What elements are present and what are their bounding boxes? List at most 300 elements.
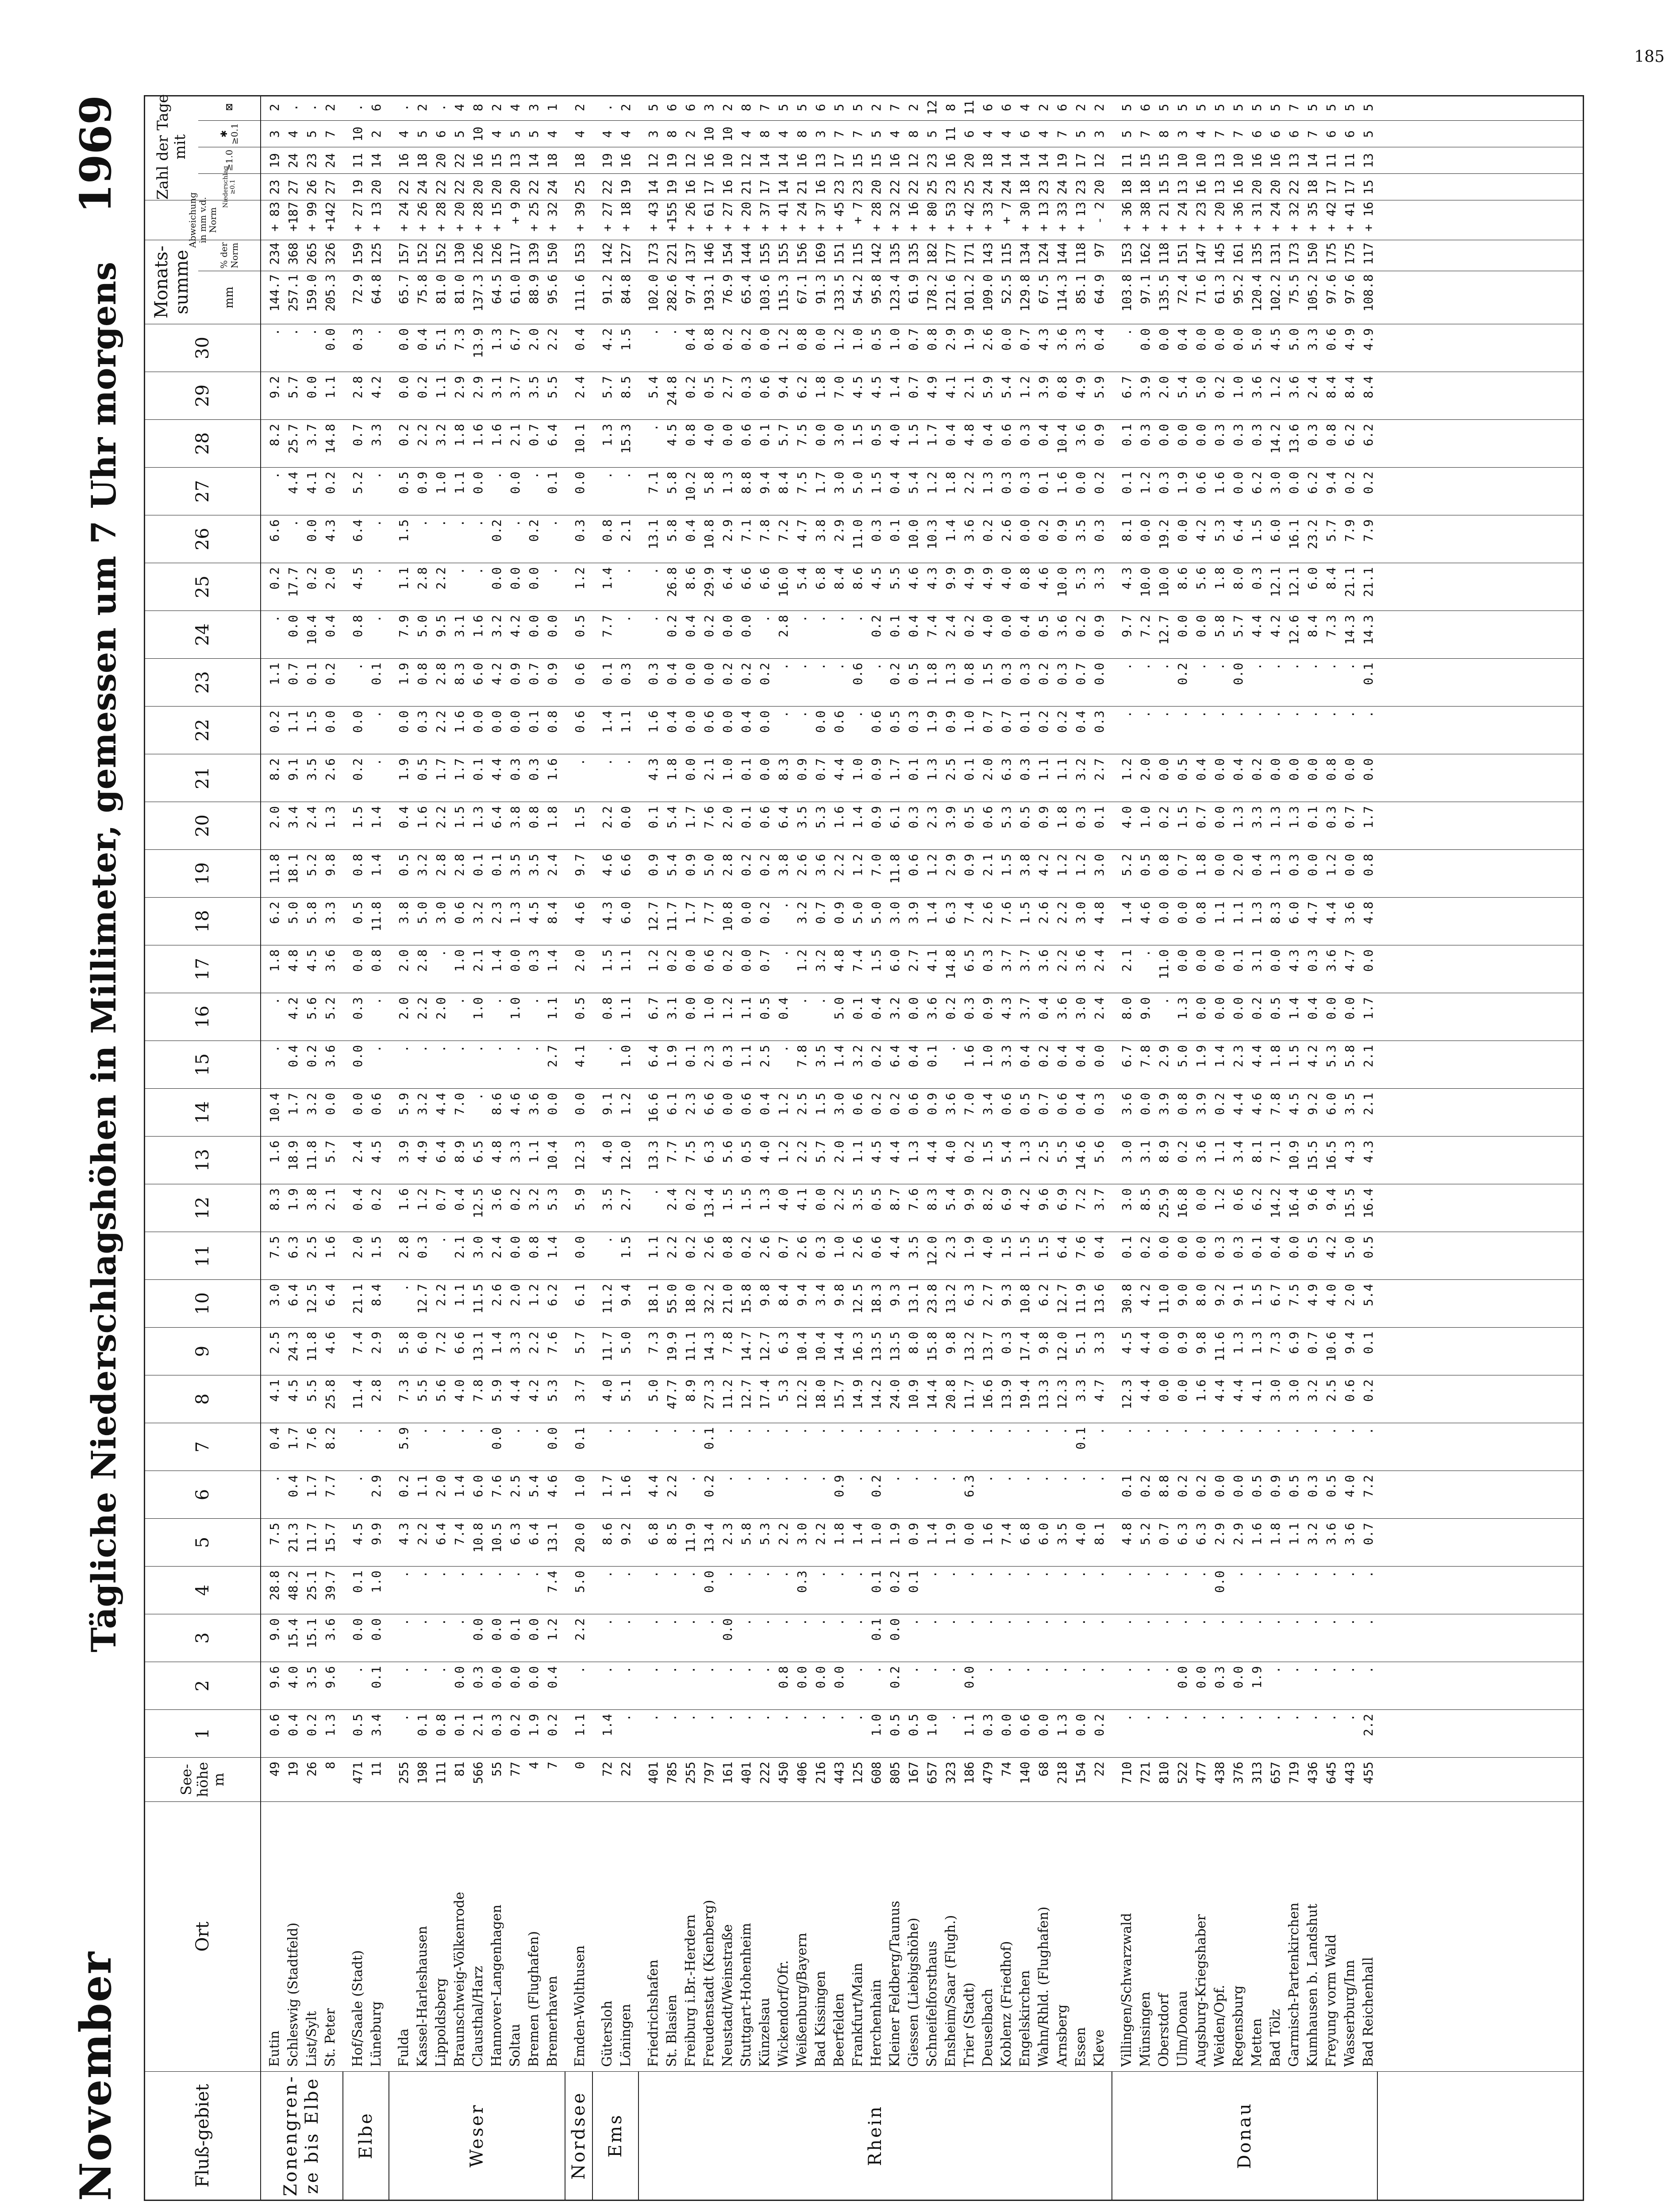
daily-value: 8.9	[1157, 1141, 1171, 1163]
day-count: 7	[1231, 130, 1246, 138]
daily-value: 3.3	[1073, 1379, 1088, 1402]
daily-value: 1.4	[1287, 997, 1301, 1020]
day-count: 18	[415, 153, 430, 168]
daily-value: 0.3	[1212, 1236, 1227, 1259]
daily-value: 0.3	[813, 1236, 828, 1259]
station-elevation: 7	[545, 1762, 560, 1769]
daily-value: 0.8	[1324, 424, 1338, 446]
daily-value: 0.6	[906, 1093, 921, 1115]
daily-value: 0.2	[739, 663, 754, 685]
station-name: Braunschweig-Völkenrode	[452, 1892, 467, 2067]
daily-value: 1.3	[943, 663, 958, 685]
day-count: 7	[1055, 130, 1069, 138]
daily-value: 5.0	[573, 1571, 587, 1593]
daily-value: 0.0	[573, 1093, 587, 1115]
daily-value: 0.7	[1361, 1523, 1376, 1545]
monthly-sum: 65.4	[739, 274, 754, 304]
daily-value: .	[1194, 1571, 1208, 1578]
daily-value: .	[1119, 663, 1134, 670]
day-count: 14	[776, 153, 791, 168]
day-count: 5	[1305, 104, 1320, 111]
daily-value: 1.9	[962, 1236, 977, 1259]
daily-value: 8.2	[267, 424, 282, 446]
daily-value: 10.1	[573, 424, 587, 454]
daily-value: 0.4	[1036, 997, 1051, 1020]
col-head-day-12: 12	[145, 1184, 260, 1232]
daily-value: 1.8	[832, 1523, 846, 1545]
day-count: 3	[813, 130, 828, 138]
daily-value: 0.6	[832, 710, 846, 733]
daily-value: .	[1250, 1618, 1264, 1626]
daily-value: .	[1324, 1618, 1338, 1626]
daily-value: 3.6	[1073, 424, 1088, 446]
daily-value: 3.9	[906, 902, 921, 924]
daily-value: .	[415, 1045, 430, 1052]
percent-of-norm: 117	[508, 242, 523, 265]
daily-value: 9.0	[1175, 1284, 1190, 1306]
daily-value: 0.0	[452, 1666, 467, 1689]
daily-value: 0.2	[739, 1236, 754, 1259]
daily-value: 1.6	[471, 424, 485, 446]
daily-value: 1.9	[1194, 1045, 1208, 1068]
daily-value: 0.7	[1157, 1523, 1171, 1545]
daily-value: .	[1073, 1571, 1088, 1578]
daily-value: 13.6	[1092, 1284, 1107, 1314]
daily-value: .	[962, 1618, 977, 1626]
daily-value: 3.0	[1287, 1379, 1301, 1402]
daily-value: 4.0	[1324, 1284, 1338, 1306]
percent-of-norm: 171	[962, 242, 977, 265]
daily-value: 0.2	[267, 710, 282, 733]
daily-value: 4.0	[981, 1236, 995, 1259]
station-name: Wahn/Rhld. (Flughafen)	[1036, 1906, 1051, 2067]
daily-value: 5.4	[665, 854, 679, 876]
daily-value: 2.9	[1231, 1523, 1246, 1545]
col-head-day-18: 18	[145, 897, 260, 945]
daily-value: 0.8	[350, 854, 365, 876]
daily-value: 16.3	[850, 1332, 865, 1362]
daily-value: .	[396, 1714, 411, 1721]
daily-value: 4.4	[888, 1141, 902, 1163]
daily-value: .	[573, 1666, 587, 1674]
daily-value: 5.8	[304, 902, 319, 924]
daily-value: .	[702, 1666, 716, 1674]
column-rule	[260, 897, 1583, 898]
daily-value: 11.8	[304, 1332, 319, 1362]
daily-value: 0.0	[1138, 519, 1153, 542]
day-count: 6	[1268, 130, 1283, 138]
percent-of-norm: 137	[683, 242, 698, 265]
daily-value: 6.6	[702, 1093, 716, 1115]
daily-value: 1.5	[850, 424, 865, 446]
daily-value: 0.0	[1287, 758, 1301, 781]
day-count: 14	[758, 153, 772, 168]
daily-value: 11.2	[600, 1284, 615, 1314]
daily-value: 0.6	[1324, 328, 1338, 351]
daily-value: 4.3	[925, 567, 939, 590]
daily-value: 1.9	[286, 1188, 300, 1211]
daily-value: 0.5	[1175, 758, 1190, 781]
daily-value: 0.1	[573, 1427, 587, 1450]
percent-of-norm: 152	[415, 242, 430, 265]
daily-value: 5.5	[1055, 1141, 1069, 1163]
daily-value: 0.9	[646, 854, 661, 876]
daily-value: 2.3	[925, 806, 939, 829]
daily-value: .	[832, 615, 846, 622]
daily-value: 0.6	[739, 1093, 754, 1115]
day-count: 10	[471, 127, 485, 142]
daily-value: 9.6	[267, 1666, 282, 1689]
daily-value: 4.8	[1361, 902, 1376, 924]
daily-value: .	[1250, 1571, 1264, 1578]
col-head-thunder: ⊠	[223, 103, 235, 111]
daily-value: 7.9	[396, 615, 411, 637]
percent-of-norm: 177	[943, 242, 958, 265]
day-count: 16	[720, 180, 735, 195]
daily-value: 3.0	[1092, 854, 1107, 876]
day-count: 19	[267, 153, 282, 168]
daily-value: 0.2	[350, 758, 365, 781]
daily-value: 15.5	[1305, 1141, 1320, 1171]
station-name: Lippoldsberg	[433, 1978, 449, 2067]
day-count: 10	[1194, 153, 1208, 168]
station-name: Clausthal/Harz	[470, 1966, 486, 2067]
daily-value: 6.2	[545, 1284, 560, 1306]
day-count: 24	[545, 180, 560, 195]
daily-value: 3.5	[527, 854, 541, 876]
daily-value: .	[267, 615, 282, 622]
daily-value: 2.0	[1231, 854, 1246, 876]
daily-value: 5.4	[999, 1141, 1014, 1163]
daily-value: .	[619, 758, 633, 766]
daily-value: 2.0	[1157, 376, 1171, 399]
daily-value: 0.3	[1092, 710, 1107, 733]
daily-value: 1.0	[573, 1475, 587, 1498]
day-count: 16	[813, 180, 828, 195]
daily-value: 5.0	[286, 902, 300, 924]
daily-value: 4.6	[600, 854, 615, 876]
day-count: 12	[739, 153, 754, 168]
deviation-from-norm: + 9	[508, 202, 523, 224]
daily-value: 2.7	[720, 376, 735, 399]
daily-value: 0.0	[573, 472, 587, 494]
daily-value: 0.9	[1268, 1475, 1283, 1498]
daily-value: .	[1119, 1427, 1134, 1435]
daily-value: 5.4	[646, 376, 661, 399]
col-head-day-1: 1	[145, 1709, 260, 1757]
daily-value: 9.1	[286, 758, 300, 781]
daily-value: 2.1	[1361, 1045, 1376, 1068]
daily-value: 0.0	[369, 1618, 384, 1641]
river-basin-label: Weser	[389, 2071, 565, 2200]
daily-value: 4.1	[304, 472, 319, 494]
daily-value: 6.6	[739, 567, 754, 590]
daily-value: .	[1194, 1714, 1208, 1721]
monthly-sum: 282.6	[665, 274, 679, 312]
daily-value: 5.3	[813, 806, 828, 829]
daily-value: 4.4	[646, 1475, 661, 1498]
daily-value: 0.1	[702, 1427, 716, 1450]
daily-value: 3.5	[850, 1188, 865, 1211]
daily-value: 1.4	[369, 854, 384, 876]
daily-value: 4.4	[1212, 1379, 1227, 1402]
daily-value: .	[1157, 997, 1171, 1005]
daily-value: 3.6	[323, 949, 338, 972]
station-name: Bad Kissingen	[813, 1971, 828, 2067]
station-name: Lüneburg	[369, 2001, 384, 2067]
daily-value: 0.0	[813, 1188, 828, 1211]
daily-value: .	[1231, 710, 1246, 718]
day-count: 22	[452, 180, 467, 195]
daily-value: 0.0	[683, 663, 698, 685]
daily-value: 10.6	[1324, 1332, 1338, 1362]
day-count: 15	[850, 153, 865, 168]
monthly-sum: 91.3	[813, 274, 828, 304]
daily-value: 3.2	[1305, 1379, 1320, 1402]
day-count: 16	[1268, 153, 1283, 168]
daily-value: 11.8	[369, 902, 384, 932]
column-rule	[260, 1327, 1583, 1328]
daily-value: 0.3	[508, 758, 523, 781]
station-elevation: 566	[471, 1762, 485, 1784]
station-elevation: 222	[758, 1762, 772, 1784]
daily-value: 1.0	[452, 949, 467, 972]
day-count: 23	[925, 153, 939, 168]
daily-value: 0.2	[758, 902, 772, 924]
station-elevation: 477	[1194, 1762, 1208, 1784]
daily-value: .	[489, 472, 504, 479]
daily-value: .	[350, 1427, 365, 1435]
daily-value: 21.3	[286, 1523, 300, 1553]
daily-value: 1.6	[267, 1141, 282, 1163]
daily-value: 1.6	[396, 1188, 411, 1211]
day-count: 22	[906, 180, 921, 195]
day-count: 8	[795, 130, 809, 138]
daily-value: 6.5	[962, 949, 977, 972]
daily-value: 0.0	[304, 376, 319, 399]
daily-value: 1.1	[323, 376, 338, 399]
daily-value: 0.3	[1212, 424, 1227, 446]
daily-value: 3.7	[999, 949, 1014, 972]
day-count: 15	[489, 153, 504, 168]
daily-value: .	[369, 758, 384, 766]
daily-value: 4.3	[600, 902, 615, 924]
daily-value: 1.8	[545, 806, 560, 829]
daily-value: 6.4	[776, 806, 791, 829]
daily-value: 0.2	[323, 472, 338, 494]
day-count: .	[350, 104, 365, 111]
daily-value: .	[1212, 1618, 1227, 1626]
day-count: 21	[739, 180, 754, 195]
station-name: Frankfurt/Main	[850, 1963, 865, 2067]
daily-value: 9.0	[1138, 997, 1153, 1020]
daily-value: 7.8	[720, 1332, 735, 1354]
daily-value: 0.3	[1305, 424, 1320, 446]
daily-value: 13.9	[471, 328, 485, 358]
daily-value: 0.6	[850, 1093, 865, 1115]
daily-value: 3.2	[795, 902, 809, 924]
station-elevation: 161	[720, 1762, 735, 1784]
daily-value: .	[434, 1571, 448, 1578]
station-elevation: 721	[1138, 1762, 1153, 1784]
col-head-day-30: 30	[145, 324, 260, 372]
daily-value: 4.1	[573, 1045, 587, 1068]
daily-value: 0.8	[545, 710, 560, 733]
col-head-day-27: 27	[145, 467, 260, 515]
column-rule	[260, 1757, 1583, 1758]
daily-value: 4.5	[850, 376, 865, 399]
daily-value: 5.4	[1361, 1284, 1376, 1306]
daily-value: 4.2	[1018, 1188, 1032, 1211]
daily-value: .	[508, 519, 523, 527]
day-count: 16	[888, 153, 902, 168]
day-count: 22	[452, 153, 467, 168]
col-head-day-17: 17	[145, 945, 260, 993]
daily-value: .	[267, 328, 282, 336]
column-rule	[260, 1801, 1583, 1802]
daily-value: 1.5	[1036, 1236, 1051, 1259]
daily-value: 4.6	[545, 1475, 560, 1498]
daily-value: 0.7	[906, 328, 921, 351]
daily-value: 2.8	[776, 615, 791, 637]
daily-value: 3.3	[323, 902, 338, 924]
day-count: 11	[1119, 153, 1134, 168]
daily-value: .	[720, 1714, 735, 1721]
station-name: Arnsberg	[1054, 2004, 1070, 2067]
column-rule	[260, 467, 1583, 468]
daily-value: .	[434, 519, 448, 527]
daily-value: 39.7	[323, 1571, 338, 1601]
daily-value: 5.0	[1175, 1045, 1190, 1068]
daily-value: 0.6	[702, 710, 716, 733]
daily-value: 7.2	[434, 1332, 448, 1354]
daily-value: 0.5	[1250, 1475, 1264, 1498]
day-count: 5	[1361, 130, 1376, 138]
daily-value: .	[850, 1571, 865, 1578]
daily-value: 0.0	[1212, 949, 1227, 972]
daily-value: 4.9	[981, 567, 995, 590]
daily-value: 4.0	[286, 1666, 300, 1689]
daily-value: .	[739, 1427, 754, 1435]
monthly-sum: 129.8	[1018, 274, 1032, 312]
daily-value: 1.1	[267, 663, 282, 685]
daily-value: 3.0	[1119, 1188, 1134, 1211]
station-name: St. Peter	[323, 2008, 338, 2067]
daily-value: 0.0	[1175, 902, 1190, 924]
column-rule	[260, 419, 1583, 420]
daily-value: 8.0	[1194, 1284, 1208, 1306]
daily-value: 6.7	[1119, 376, 1134, 399]
daily-value: 10.0	[1157, 567, 1171, 597]
daily-value: 6.8	[1018, 1523, 1032, 1545]
daily-value: 2.9	[471, 376, 485, 399]
daily-value: 0.0	[508, 567, 523, 590]
daily-value: 6.4	[545, 424, 560, 446]
daily-value: 0.1	[906, 1571, 921, 1593]
daily-value: 8.4	[1361, 376, 1376, 399]
daily-value: .	[832, 1571, 846, 1578]
daily-value: 0.0	[471, 1618, 485, 1641]
day-count: 23	[1036, 180, 1051, 195]
daily-value: 1.5	[1018, 1236, 1032, 1259]
daily-value: 1.1	[646, 1236, 661, 1259]
daily-value: .	[758, 1714, 772, 1721]
precipitation-table	[144, 95, 1584, 2201]
daily-value: 5.7	[286, 376, 300, 399]
station-elevation: 323	[943, 1762, 958, 1784]
day-count: 11	[350, 153, 365, 168]
daily-value: 4.5	[350, 567, 365, 590]
daily-value: 1.4	[489, 949, 504, 972]
daily-value: 0.3	[906, 710, 921, 733]
daily-value: 12.7	[646, 902, 661, 932]
daily-value: .	[1138, 663, 1153, 670]
daily-value: 0.4	[906, 1045, 921, 1068]
daily-value: 16.4	[1287, 1188, 1301, 1218]
daily-value: 0.8	[720, 1236, 735, 1259]
daily-value: .	[813, 1571, 828, 1578]
day-count: 4	[545, 130, 560, 138]
percent-of-norm: 150	[1305, 242, 1320, 265]
day-count: .	[434, 104, 448, 111]
col-head-deviation: Abweichung in mm v.d. Norm	[145, 200, 260, 240]
daily-value: .	[850, 615, 865, 622]
daily-value: 9.4	[619, 1284, 633, 1306]
daily-value: .	[1250, 1427, 1264, 1435]
day-count: 15	[1138, 153, 1153, 168]
daily-value: 0.1	[545, 472, 560, 494]
daily-value: .	[1157, 1571, 1171, 1578]
daily-value: 0.3	[720, 1045, 735, 1068]
daily-value: .	[396, 1284, 411, 1291]
daily-value: 18.0	[813, 1379, 828, 1409]
daily-value: 2.1	[508, 424, 523, 446]
daily-value: 0.0	[1157, 902, 1171, 924]
daily-value: .	[943, 1475, 958, 1482]
daily-value: 3.0	[795, 1523, 809, 1545]
day-count: 15	[1157, 153, 1171, 168]
daily-value: .	[619, 1714, 633, 1721]
daily-value: .	[776, 710, 791, 718]
daily-value: 2.5	[758, 1045, 772, 1068]
daily-value: 0.5	[869, 328, 884, 351]
daily-value: 7.4	[925, 615, 939, 637]
daily-value: 2.1	[471, 1714, 485, 1736]
daily-value: 0.0	[1175, 424, 1190, 446]
daily-value: 6.3	[962, 1284, 977, 1306]
daily-value: .	[267, 997, 282, 1005]
day-count: 6	[813, 104, 828, 111]
daily-value: 2.9	[943, 328, 958, 351]
daily-value: 0.0	[1194, 424, 1208, 446]
daily-value: 0.1	[739, 758, 754, 781]
daily-value: 7.9	[1361, 519, 1376, 542]
daily-value: 1.3	[323, 806, 338, 829]
daily-value: 0.3	[1018, 424, 1032, 446]
daily-value: 7.6	[702, 806, 716, 829]
deviation-from-norm: +142	[323, 202, 338, 232]
daily-value: 1.5	[999, 1236, 1014, 1259]
daily-value: 8.8	[1157, 1475, 1171, 1498]
daily-value: 0.3	[1092, 519, 1107, 542]
station-name: Kassel-Harleshausen	[415, 1926, 430, 2067]
daily-value: 2.6	[489, 1284, 504, 1306]
daily-value: 6.0	[1268, 519, 1283, 542]
daily-value: 4.4	[489, 758, 504, 781]
monthly-sum: 121.6	[943, 274, 958, 312]
daily-value: 1.4	[545, 949, 560, 972]
daily-value: 0.2	[545, 1714, 560, 1736]
